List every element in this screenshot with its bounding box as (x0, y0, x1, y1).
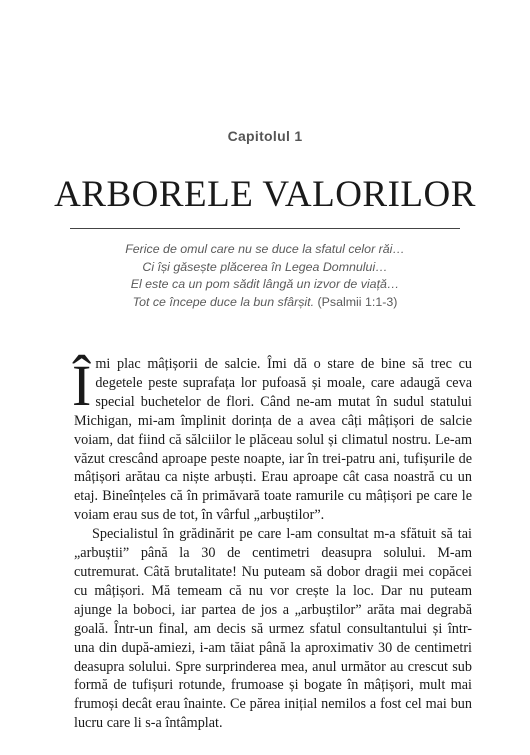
paragraph-text: mi plac mâțișorii de salcie. Îmi dă o stare de bine să trec cu degetele peste suprafața lor pufoasă și moale, care adaugă ceva special buchetelor de flori. Când ne-am mutat în sudul statului Michigan, mi-am împlinit dorința de a avea câți mâțișori de salcie voiam, dat fiind că sălciilor le plăceau solul și climatul nostru. Le-am văzut crescând aproape peste noapte, iar în trei-patru ani, tufișurile de mâțișori arătau ca niște arbuști. Erau aproape cât casa noastră cu un etaj. Bineînțeles că în primăvară toate ramurile cu mâțișori pe care le voiam erau sus de tot, în vârful „arbuștilor”. (74, 356, 472, 524)
paragraph-text: Specialistul în grădinărit pe care l-am consultat m-a sfătuit să tai „arbuștii” până la 30 de centimetri deasupra solului. M-am cutremurat. Câtă brutalitate! Nu puteam să dobor dragii mei copăcei cu mâțișori. Mă temeam că nu vor crește la loc. Dar nu puteam ajunge la boboci, iar partea de jos a „arbuștilor” arăta mai degrabă goală. Într-un final, am decis să urmez sfatul consultantului și într-una din după-amiezi, i-am tăiat până la aproximativ 30 de centimetri deasupra solului. Spre surprinderea mea, anul următor au crescut sub formă de tufișuri rotunde, frumoase și bogate în mâțișori, mult mai frumoși decât erau înainte. Ce părea inițial nemilos a fost cel mai bun lucru care li s-a întâmplat. (74, 526, 472, 732)
chapter-title: ARBORELE VALORILOR (54, 174, 476, 215)
epigraph-line: El este ca un pom sădit lângă un izvor de viață… (130, 277, 400, 292)
epigraph-reference: (Psalmii 1:1-3) (317, 294, 398, 309)
paragraph (74, 525, 472, 733)
title-divider (70, 228, 460, 229)
epigraph (0, 241, 530, 311)
epigraph-line: Tot ce începe duce la bun sfârșit. (132, 294, 315, 309)
epigraph-line: Ferice de omul care nu se duce la sfatul celor răi… (125, 242, 405, 256)
paragraph (74, 355, 472, 525)
epigraph-line-with-reference (0, 294, 530, 312)
chapter-body (74, 355, 472, 733)
epigraph-line: Ci își găsește plăcerea în Legea Domnului… (142, 259, 388, 274)
chapter-number: Capitolul 1 (227, 128, 303, 144)
drop-cap: Î (72, 353, 92, 418)
